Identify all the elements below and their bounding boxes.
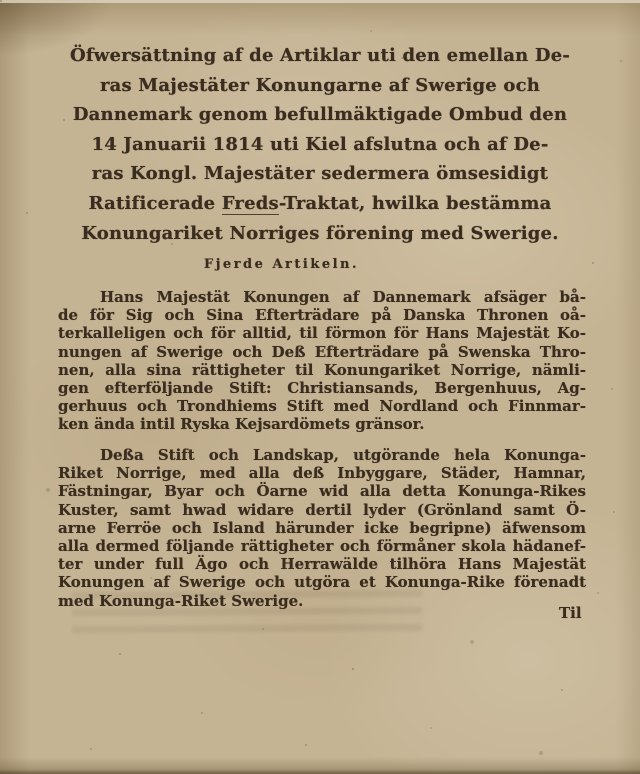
text-line: alla dermed följande rättigheter och förmåner skola hädanef-: [58, 536, 586, 555]
text-line: Hans Majestät Konungen af Dannemark afsäger bå-: [100, 288, 586, 306]
text-line: nen, alla sina rättigheter til Konungariket Norrige, nämli-: [58, 360, 586, 379]
text-line: de för Sig och Sina Efterträdare på Danska Thronen oå-: [58, 306, 586, 325]
text-line: arne Ferröe och Island härunder icke begripne) äfwensom: [58, 518, 586, 537]
text-line: gen efterföljande Stift: Christiansands, Bergenhuus, Ag-: [58, 378, 586, 397]
title-line: ras Kongl. Majestäter sedermera ömsesidigt: [91, 163, 549, 185]
title-line: Konungariket Norriges förening med Swerige.: [81, 222, 559, 244]
text-line: Fästningar, Byar och Öarne wid alla detta Konunga-Rikes: [58, 482, 586, 501]
paragraph-1: [58, 288, 586, 434]
title-line: [55, 193, 585, 223]
text-line: gerhuus och Trondhiems Stift med Nordland och Finnmar-: [58, 397, 586, 416]
title-line-segment: -Traktat, hwilka bestämma: [278, 192, 552, 214]
page-top-edge: [0, 0, 640, 3]
title-line: Öfwersättning af de Artiklar uti den emellan De-: [69, 45, 571, 66]
title-underlined-word: Freds: [221, 192, 279, 214]
catchword: Til: [559, 604, 582, 622]
document-title: [55, 45, 585, 252]
article-heading: Fjerde Artikeln.: [204, 257, 360, 272]
text-line: terkalleligen och för alltid, til förmon för Hans Majestät Ko-: [58, 324, 586, 343]
paper-speckles: [0, 0, 2, 2]
paragraph-2: [58, 446, 586, 610]
title-line: 14 Januarii 1814 uti Kiel afslutna och af De-: [91, 133, 549, 155]
title-line-segment: Ratificerade: [88, 192, 222, 214]
text-line: Kuster, samt hwad widare dertil lyder (Grönland samt Ö-: [58, 500, 586, 519]
text-line: ken ända intil Ryska Kejsardömets gränsor.: [58, 415, 425, 434]
text-line: ter under full Ägo och Herrawälde tilhöra Hans Majestät: [58, 555, 586, 574]
title-line: Dannemark genom befullmäktigade Ombud den: [72, 104, 568, 126]
title-line: ras Majestäter Konungarne af Swerige och: [99, 74, 541, 96]
ink-showthrough: [72, 590, 422, 639]
text-line: Deßa Stift och Landskap, utgörande hela Konunga-: [100, 446, 586, 464]
text-line: nungen af Swerige och Deß Efterträdare på Swenska Thro-: [58, 342, 586, 361]
text-line: med Konunga-Riket Swerige.: [58, 591, 304, 610]
text-line: Riket Norrige, med alla deß Inbyggare, Städer, Hamnar,: [58, 464, 586, 483]
text-line: Konungen af Swerige och utgöra et Konunga-Rike förenadt: [58, 573, 586, 592]
